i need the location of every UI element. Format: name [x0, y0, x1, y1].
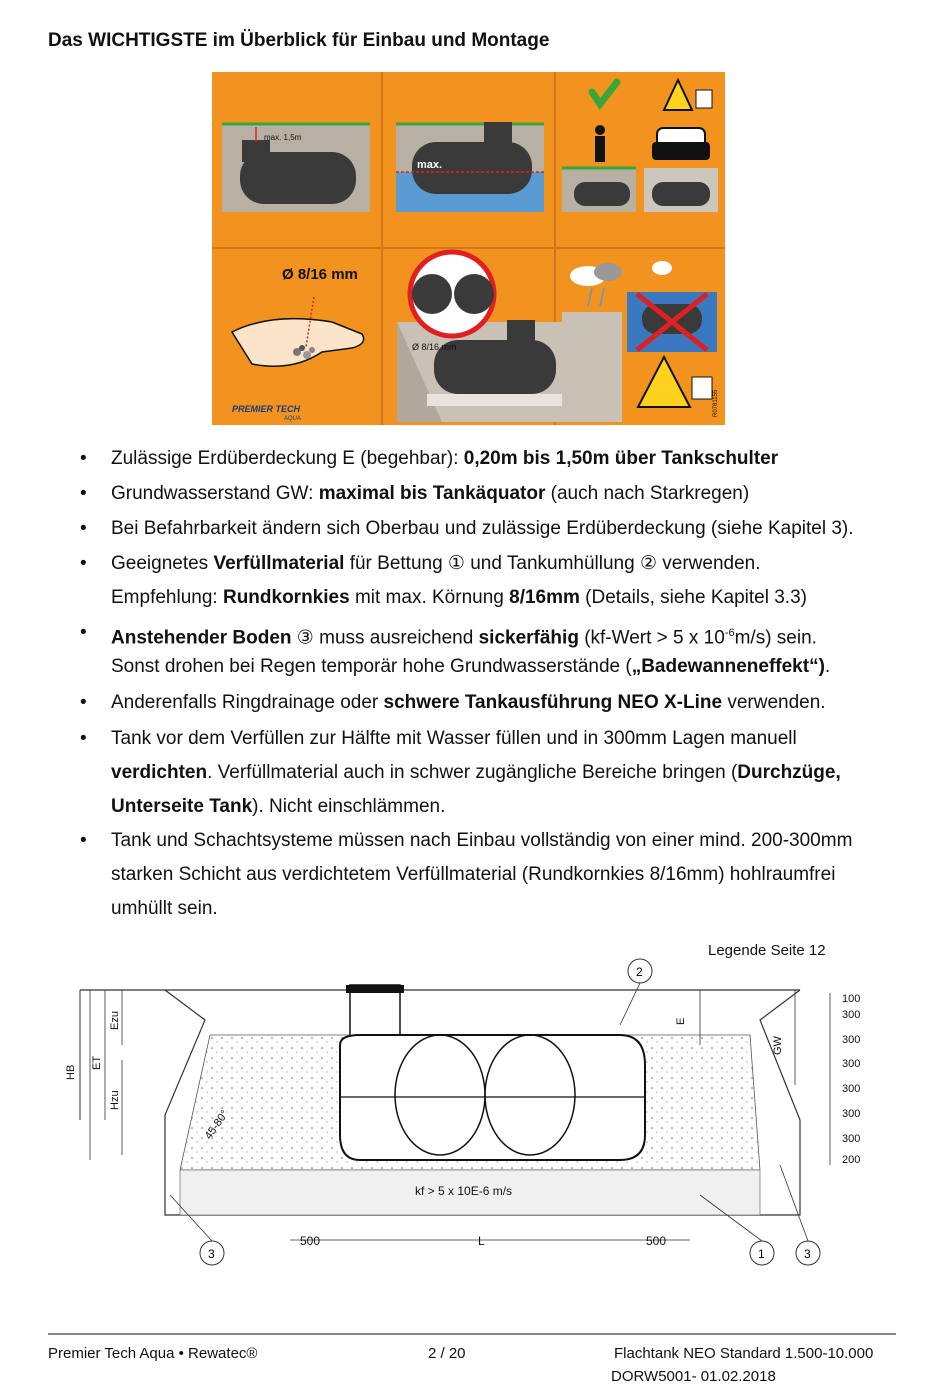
svg-text:1: 1 — [758, 1247, 765, 1261]
dim-angle: 45-80° — [202, 1108, 232, 1142]
list-item-continuation: starken Schicht aus verdichtetem Verfüllmaterial (Rundkornkies 8/16mm) hohlraumfrei — [111, 864, 836, 885]
layer-label: 100 — [842, 993, 861, 1005]
label-max-cover: max. 1,5m — [264, 133, 302, 142]
premier-tech-logo: PREMIER TECH — [232, 404, 301, 414]
label-diameter-hand: Ø 8/16 mm — [282, 266, 358, 283]
dim-hzu: Hzu — [109, 1090, 121, 1110]
page-title: Das WICHTIGSTE im Überblick für Einbau und Montage — [48, 30, 550, 51]
dim-left-500: 500 — [300, 1234, 321, 1248]
svg-text:2: 2 — [636, 965, 643, 979]
dim-ezu: Ezu — [109, 1011, 121, 1030]
footer-company: Premier Tech Aqua • Rewatec® — [48, 1345, 258, 1362]
layer-label: 300 — [842, 1108, 861, 1120]
list-item-continuation: umhüllt sein. — [111, 898, 218, 919]
tank-shape — [340, 985, 645, 1160]
footer-page-number: 2 / 20 — [428, 1345, 466, 1362]
list-item-continuation: verdichten. Verfüllmaterial auch in schwer zugängliche Bereiche bringen (Durchzüge, — [111, 762, 841, 783]
dim-hb: HB — [65, 1064, 77, 1080]
layer-label: 300 — [842, 1133, 861, 1145]
footer-doc-id: DORW5001- 01.02.2018 — [611, 1368, 776, 1385]
layer-label: 300 — [842, 1083, 861, 1095]
dim-e: E — [675, 1017, 687, 1025]
dim-right-500: 500 — [646, 1234, 667, 1248]
label-max: max. — [417, 159, 443, 171]
panel-max-cover — [222, 124, 370, 212]
layer-label: 200 — [842, 1154, 861, 1166]
kf-value: kf > 5 x 10E-6 m/s — [415, 1184, 513, 1198]
list-item-continuation: Sonst drohen bei Regen temporär hohe Grundwasserstände („Badewanneneffekt“). — [111, 656, 831, 677]
installation-pictogram-banner — [212, 72, 725, 425]
dim-length: L — [478, 1234, 485, 1248]
premier-tech-logo-sub: AQUA — [284, 416, 302, 422]
layer-label: 300 — [842, 1009, 861, 1021]
installation-cross-section — [60, 955, 880, 1275]
footer-divider — [48, 1333, 896, 1335]
label-diameter-bedding: Ø 8/16 mm — [412, 342, 457, 352]
svg-text:3: 3 — [208, 1247, 215, 1261]
pictogram-code: R0781155 — [713, 389, 719, 417]
panel-groundwater — [396, 122, 544, 212]
dim-gw: GW — [772, 1036, 784, 1055]
list-item-continuation: Empfehlung: Rundkornkies mit max. Körnung 8/16mm (Details, siehe Kapitel 3.3) — [111, 587, 807, 608]
list-item-continuation: Unterseite Tank). Nicht einschlämmen. — [111, 796, 446, 817]
layer-label: 300 — [842, 1058, 861, 1070]
footer-product: Flachtank NEO Standard 1.500-10.000 — [614, 1345, 874, 1362]
dim-et: ET — [91, 1055, 103, 1070]
svg-text:3: 3 — [804, 1247, 811, 1261]
callout-2 — [620, 959, 652, 1025]
layer-label: 300 — [842, 1034, 861, 1046]
legend-reference: Legende Seite 12 — [708, 942, 826, 959]
